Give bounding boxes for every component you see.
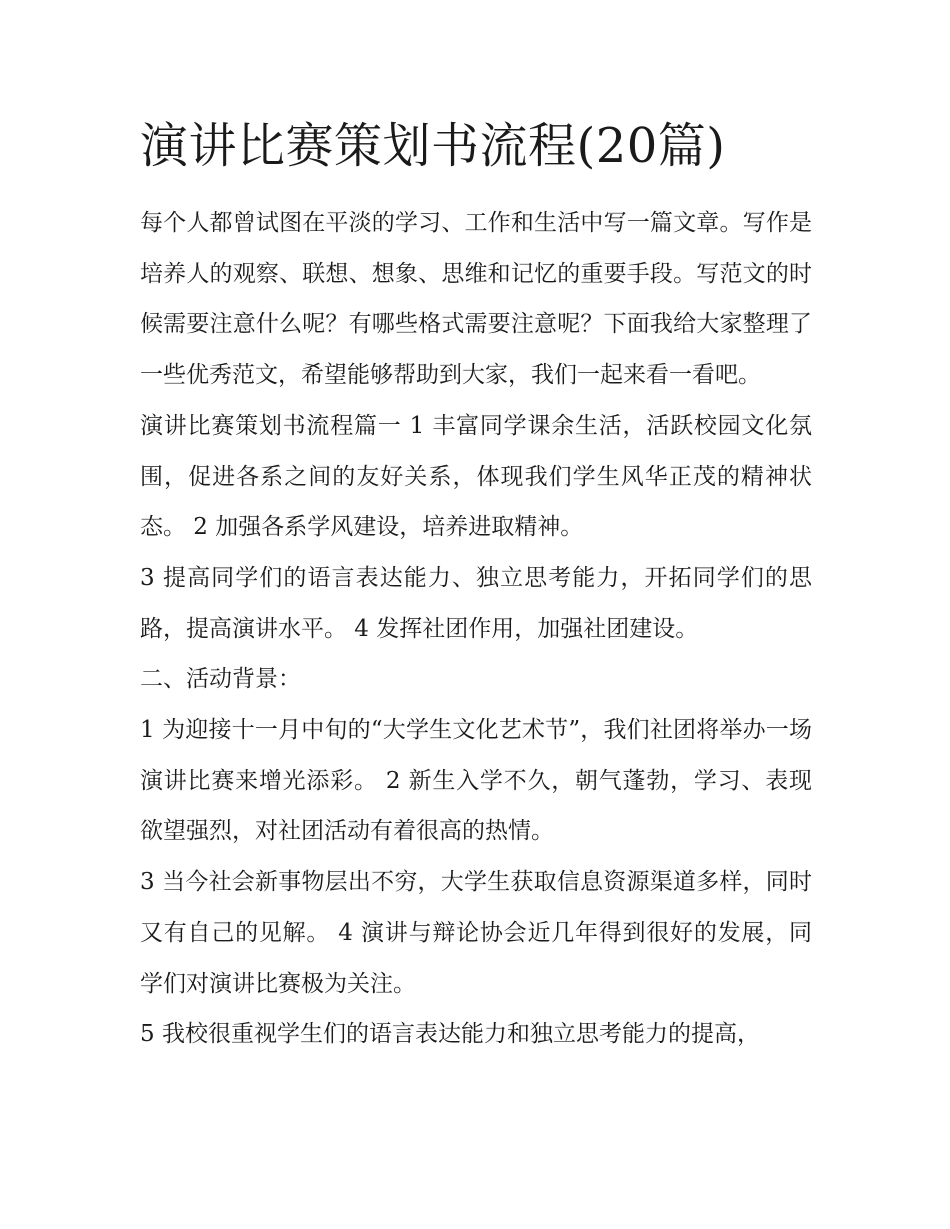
paragraph-intro: 每个人都曾试图在平淡的学习、工作和生活中写一篇文章。写作是培养人的观察、联想、想象、思维和记忆的重要手段。写范文的时候需要注意什么呢？有哪些格式需要注意呢？下面我给大家整理了一些优秀范文，希望能够帮助到大家，我们一起来看一看吧。	[140, 210, 812, 389]
document-page	[140, 110, 812, 1060]
section-heading-background: 二、活动背景：	[140, 666, 301, 693]
paragraph-background-1: 1 为迎接十一月中旬的“大学生文化艺术节”，我们社团将举办一场演讲比赛来增光添彩。 2 新生入学不久，朝气蓬勃，学习、表现欲望强烈，对社团活动有着很高的热情。	[140, 717, 812, 845]
paragraph-goals-2: 3 提高同学们的语言表达能力、独立思考能力，开拓同学们的思路，提高演讲水平。 4 发挥社团作用，加强社团建设。	[140, 564, 812, 642]
document-body	[140, 198, 812, 1060]
document-title: 演讲比赛策划书流程(20篇)	[140, 118, 726, 174]
paragraph-background-2: 3 当今社会新事物层出不穷，大学生获取信息资源渠道多样，同时又有自己的见解。 4 演讲与辩论协会近几年得到很好的发展，同学们对演讲比赛极为关注。	[140, 869, 812, 997]
paragraph-background-3: 5 我校很重视学生们的语言表达能力和独立思考能力的提高，	[140, 1021, 760, 1048]
paragraph-goals-1: 演讲比赛策划书流程篇一 1 丰富同学课余生活，活跃校园文化氛围，促进各系之间的友好关系，体现我们学生风华正茂的精神状态。 2 加强各系学风建设，培养进取精神。	[140, 412, 812, 541]
